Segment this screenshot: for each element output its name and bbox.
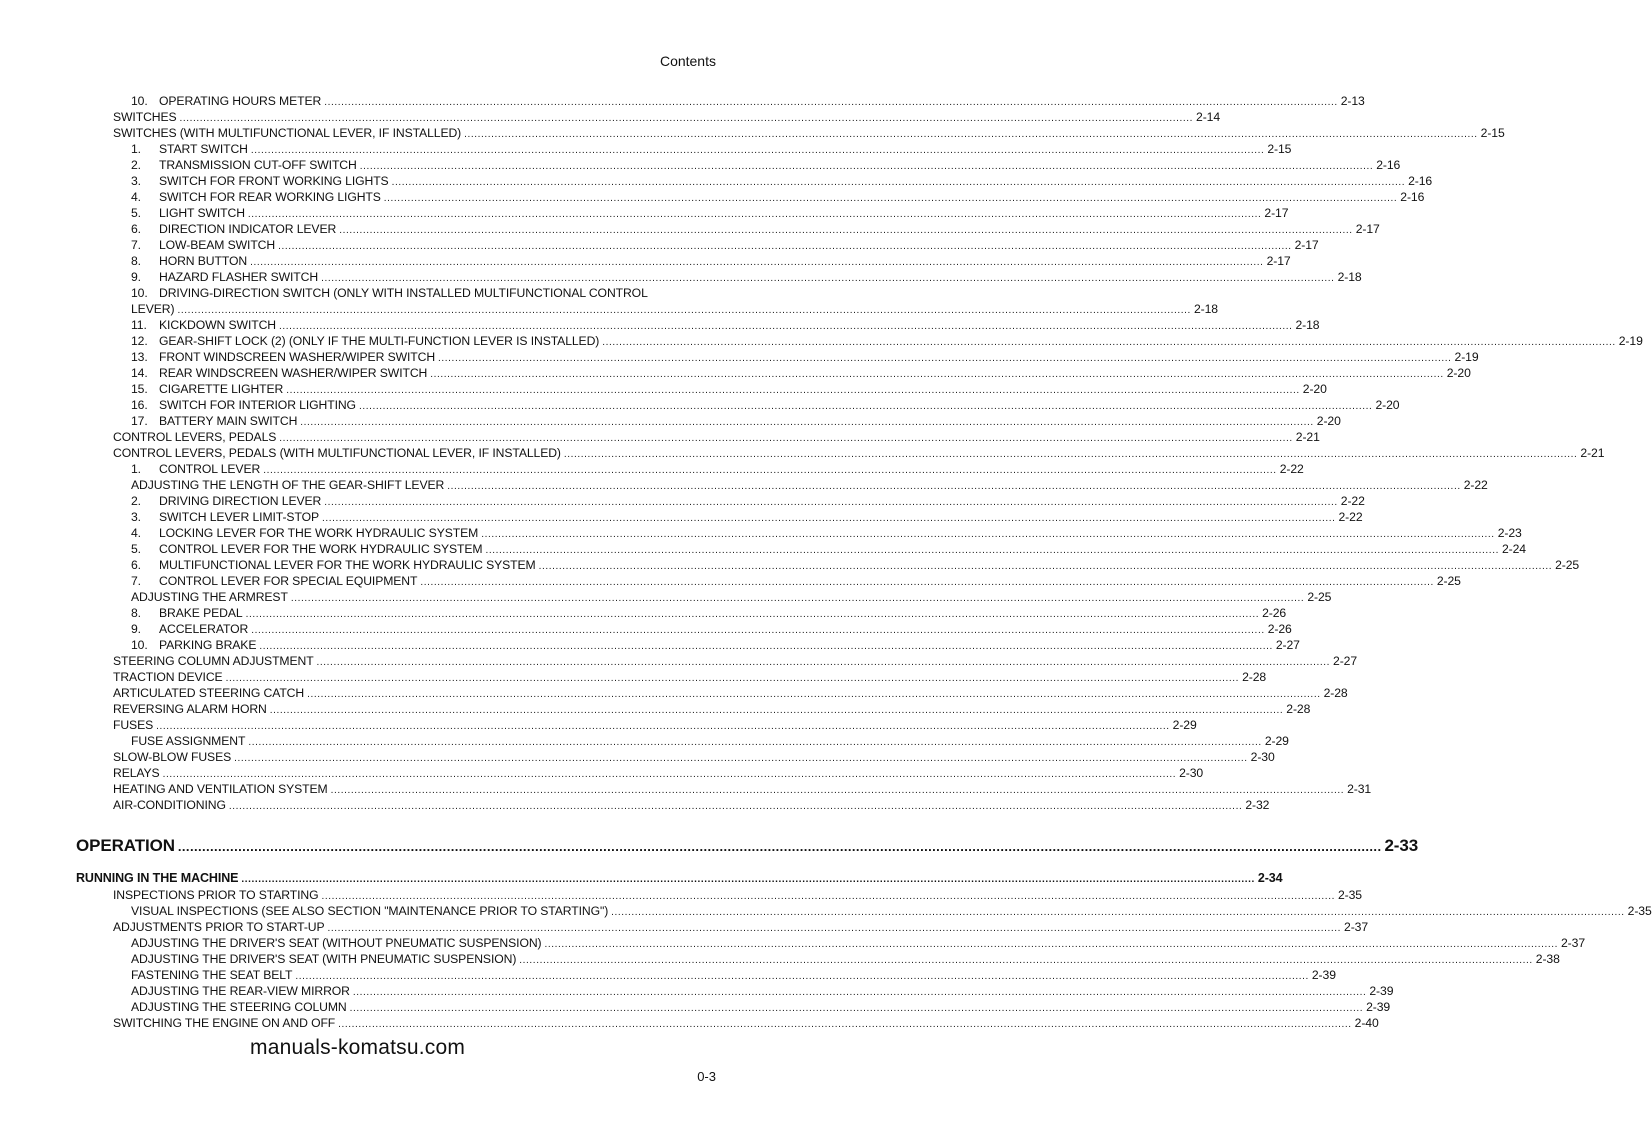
- leader-dots: ............................................................................................................................................................................................................................................................................................................: [563, 449, 1578, 460]
- leader-dots: ............................................................................................................................................................................................................................................................................................................: [383, 193, 1398, 204]
- toc-entry-title: DRIVING DIRECTION LEVER: [159, 494, 322, 508]
- toc-entry-number: 2.: [131, 494, 141, 508]
- toc-entry-page: 2-25: [1436, 574, 1461, 588]
- toc-entry[interactable]: [131, 605, 1287, 621]
- toc-entry-number: 17.: [131, 414, 148, 428]
- leader-dots: ............................................................................................................................................................................................................................................................................................................: [438, 353, 1452, 364]
- leader-dots: ............................................................................................................................................................................................................................................................................................................: [519, 955, 1533, 966]
- leader-dots: ............................................................................................................................................................................................................................................................................................................: [278, 241, 1292, 252]
- toc-entry-title: FRONT WINDSCREEN WASHER/WIPER SWITCH: [159, 350, 436, 364]
- toc-entry-page: 2-26: [1267, 622, 1292, 636]
- toc-entry-title: GEAR-SHIFT LOCK (2) (ONLY IF THE MULTI-FUNCTION LEVER IS INSTALLED): [159, 334, 600, 348]
- toc-entry-page: 2-17: [1266, 254, 1291, 268]
- toc-entry[interactable]: [131, 733, 1289, 749]
- toc-entry-title: AIR-CONDITIONING: [113, 798, 226, 812]
- toc-entry-title: SWITCH FOR FRONT WORKING LIGHTS: [159, 174, 389, 188]
- leader-dots: ............................................................................................................................................................................................................................................................................................................: [156, 721, 1170, 732]
- toc-entry-page: 2-19: [1454, 350, 1479, 364]
- toc-entry-title: BRAKE PEDAL: [159, 606, 243, 620]
- toc-entry-page: 2-22: [1340, 494, 1365, 508]
- toc-entry-title: ADJUSTMENTS PRIOR TO START-UP: [113, 920, 325, 934]
- toc-entry[interactable]: [113, 429, 1320, 445]
- toc-entry-number: 3.: [131, 510, 141, 524]
- leader-dots: ............................................................................................................................................................................................................................................................................................................: [250, 145, 1265, 156]
- toc-entry-number: 5.: [131, 206, 141, 220]
- toc-entry-title: KICKDOWN SWITCH: [159, 318, 276, 332]
- leader-dots: ............................................................................................................................................................................................................................................................................................................: [485, 545, 1499, 556]
- toc-entry-title: SWITCH FOR REAR WORKING LIGHTS: [159, 190, 381, 204]
- toc-entry-page: 2-15: [1267, 142, 1292, 156]
- toc-entry[interactable]: [131, 461, 1304, 477]
- leader-dots: ............................................................................................................................................................................................................................................................................................................: [279, 433, 1293, 444]
- toc-entry[interactable]: [113, 109, 1221, 125]
- leader-dots: ............................................................................................................................................................................................................................................................................................................: [290, 593, 1305, 604]
- leader-dots: ............................................................................................................................................................................................................................................................................................................: [286, 385, 1300, 396]
- toc-entry-number: 7.: [131, 238, 141, 252]
- toc-entry-page: 2-17: [1355, 222, 1380, 236]
- toc-entry[interactable]: [131, 397, 1400, 413]
- leader-dots: ............................................................................................................................................................................................................................................................................................................: [327, 923, 1342, 934]
- toc-entry[interactable]: [131, 301, 1218, 317]
- toc-entry-page: 2-20: [1302, 382, 1327, 396]
- toc-entry[interactable]: [131, 557, 1580, 573]
- toc-entry-page: 2-22: [1463, 478, 1488, 492]
- toc-entry-page: 2-35: [1337, 888, 1362, 902]
- toc-entry-page: 2-15: [1480, 126, 1505, 140]
- toc-entry-number: 11.: [131, 318, 147, 332]
- toc-entry-title: RUNNING IN THE MACHINE: [76, 871, 239, 885]
- toc-entry[interactable]: [131, 205, 1289, 221]
- toc-entry[interactable]: [113, 125, 1505, 141]
- toc-entry[interactable]: [131, 951, 1560, 967]
- toc-entry-title: HORN BUTTON: [159, 254, 248, 268]
- toc-entry-title: ADJUSTING THE REAR-VIEW MIRROR: [131, 984, 350, 998]
- toc-entry-page: 2-21: [1295, 430, 1320, 444]
- leader-dots: ............................................................................................................................................................................................................................................................................................................: [339, 225, 1353, 236]
- toc-entry[interactable]: [113, 717, 1197, 733]
- toc-entry[interactable]: [131, 541, 1526, 557]
- toc-entry-page: 2-22: [1338, 510, 1363, 524]
- leader-dots: ............................................................................................................................................................................................................................................................................................................: [338, 1019, 1352, 1030]
- toc-entry-title: SWITCHES: [113, 110, 177, 124]
- leader-dots: ............................................................................................................................................................................................................................................................................................................: [359, 161, 1374, 172]
- toc-entry-title: HAZARD FLASHER SWITCH: [159, 270, 319, 284]
- toc-entry-title: LOCKING LEVER FOR THE WORK HYDRAULIC SYSTEM: [159, 526, 479, 540]
- toc-entry-title: LIGHT SWITCH: [159, 206, 245, 220]
- toc-entry-title: ADJUSTING THE DRIVER'S SEAT (WITHOUT PNEUMATIC SUSPENSION): [131, 936, 542, 950]
- toc-entry[interactable]: [131, 509, 1363, 525]
- toc-entry-title: INSPECTIONS PRIOR TO STARTING: [113, 888, 319, 902]
- toc-entry[interactable]: [131, 157, 1401, 173]
- leader-dots: ............................................................................................................................................................................................................................................................................................................: [269, 705, 1284, 716]
- toc-entry-number: 9.: [131, 270, 141, 284]
- toc-entry-title: OPERATION: [76, 836, 175, 855]
- leader-dots: ............................................................................................................................................................................................................................................................................................................: [307, 689, 1321, 700]
- toc-entry[interactable]: [131, 935, 1585, 951]
- leader-dots: ............................................................................................................................................................................................................................................................................................................: [250, 257, 1264, 268]
- leader-dots: ............................................................................................................................................................................................................................................................................................................: [420, 577, 1434, 588]
- leader-dots: ............................................................................................................................................................................................................................................................................................................: [228, 801, 1243, 812]
- toc-entry-title: FUSE ASSIGNMENT: [131, 734, 246, 748]
- leader-dots: ............................................................................................................................................................................................................................................................................................................: [324, 497, 1338, 508]
- toc-entry-page: 2-35: [1627, 904, 1652, 918]
- toc-entry-title: SWITCH FOR INTERIOR LIGHTING: [159, 398, 356, 412]
- toc-entry-title: REVERSING ALARM HORN: [113, 702, 267, 716]
- toc-entry-page: 2-33: [1384, 836, 1419, 855]
- toc-entry-number: 6.: [131, 222, 141, 236]
- toc-entry-number: 10.: [131, 638, 148, 652]
- toc-entry-page: 2-28: [1323, 686, 1348, 700]
- toc-entry-title: VISUAL INSPECTIONS (SEE ALSO SECTION "MAINTENANCE PRIOR TO STARTING"): [131, 904, 609, 918]
- toc-entry-number: 4.: [131, 190, 141, 204]
- toc-entry[interactable]: [113, 765, 1204, 781]
- toc-entry-title: SWITCHES (WITH MULTIFUNCTIONAL LEVER, IF INSTALLED): [113, 126, 462, 140]
- toc-entry-page: 2-32: [1245, 798, 1270, 812]
- toc-entry-number: 10.: [131, 286, 148, 300]
- toc-entry[interactable]: [131, 413, 1341, 429]
- leader-dots: ............................................................................................................................................................................................................................................................................................................: [358, 401, 1373, 412]
- leader-dots: ............................................................................................................................................................................................................................................................................................................: [251, 625, 1265, 636]
- toc-entry-title: START SWITCH: [159, 142, 248, 156]
- toc-entry[interactable]: [131, 983, 1394, 999]
- toc-entry-page: 2-27: [1275, 638, 1300, 652]
- toc-entry[interactable]: [131, 141, 1292, 157]
- toc-entry-page: 2-19: [1618, 334, 1643, 348]
- leader-dots: ............................................................................................................................................................................................................................................................................................................: [278, 321, 1293, 332]
- leader-dots: ............................................................................................................................................................................................................................................................................................................: [316, 657, 1331, 668]
- leader-dots: ............................................................................................................................................................................................................................................................................................................: [352, 987, 1367, 998]
- toc-entry[interactable]: [131, 269, 1362, 285]
- toc-entry[interactable]: [131, 589, 1332, 605]
- leader-dots: ............................................................................................................................................................................................................................................................................................................: [611, 907, 1625, 918]
- toc-entry-page: 2-20: [1446, 366, 1471, 380]
- running-header: Contents: [659, 53, 716, 69]
- toc-entry-page: 2-17: [1294, 238, 1319, 252]
- leader-dots: ............................................................................................................................................................................................................................................................................................................: [234, 753, 1248, 764]
- toc-entry-page: 2-31: [1347, 782, 1372, 796]
- toc-entry-page: 2-18: [1295, 318, 1320, 332]
- leader-dots: ............................................................................................................................................................................................................................................................................................................: [225, 673, 1240, 684]
- toc-entry[interactable]: [131, 317, 1320, 333]
- toc-entry[interactable]: [131, 173, 1433, 189]
- toc-entry-title: MULTIFUNCTIONAL LEVER FOR THE WORK HYDRAULIC SYSTEM: [159, 558, 536, 572]
- toc-entry-page: 2-40: [1354, 1016, 1379, 1030]
- toc-entry[interactable]: [131, 903, 1652, 919]
- toc-entry[interactable]: [113, 701, 1311, 717]
- leader-dots: ............................................................................................................................................................................................................................................................................................................: [162, 769, 1177, 780]
- toc-entry-page: 2-16: [1376, 158, 1401, 172]
- toc-entry-title: ACCELERATOR: [159, 622, 249, 636]
- toc-entry-page: 2-28: [1286, 702, 1311, 716]
- toc-entry-title: CIGARETTE LIGHTER: [159, 382, 284, 396]
- toc-entry-title: SLOW-BLOW FUSES: [113, 750, 232, 764]
- toc-entry-number: 8.: [131, 254, 141, 268]
- toc-entry[interactable]: [131, 477, 1488, 493]
- toc-entry[interactable]: [131, 999, 1391, 1015]
- toc-entry[interactable]: [131, 93, 1365, 109]
- toc-entry-number: 10.: [131, 94, 148, 108]
- toc-entry-title: HEATING AND VENTILATION SYSTEM: [113, 782, 328, 796]
- toc-entry-page: 2-16: [1408, 174, 1433, 188]
- toc-entry-title: FUSES: [113, 718, 154, 732]
- toc-entry-page: 2-37: [1561, 936, 1585, 950]
- leader-dots: ............................................................................................................................................................................................................................................................................................................: [177, 839, 1382, 854]
- toc-entry[interactable]: [113, 685, 1348, 701]
- toc-entry[interactable]: [113, 797, 1270, 813]
- toc-entry-title: RELAYS: [113, 766, 160, 780]
- toc-entry-page: 2-21: [1580, 446, 1605, 460]
- toc-entry-page: 2-37: [1344, 920, 1369, 934]
- toc-entry-title: STEERING COLUMN ADJUSTMENT: [113, 654, 314, 668]
- leader-dots: ............................................................................................................................................................................................................................................................................................................: [241, 874, 1255, 885]
- toc-entry[interactable]: [113, 749, 1275, 765]
- toc-entry-page: 2-18: [1337, 270, 1362, 284]
- toc-entry[interactable]: [131, 525, 1522, 541]
- watermark: manuals-komatsu.com: [250, 1036, 466, 1059]
- toc-entry[interactable]: [113, 919, 1369, 935]
- leader-dots: ............................................................................................................................................................................................................................................................................................................: [447, 481, 1461, 492]
- leader-dots: ............................................................................................................................................................................................................................................................................................................: [391, 177, 1406, 188]
- leader-dots: ............................................................................................................................................................................................................................................................................................................: [245, 609, 1260, 620]
- toc-entry[interactable]: [131, 573, 1461, 589]
- toc-entry-page: 2-39: [1369, 984, 1394, 998]
- toc-entry-number: 14.: [131, 366, 148, 380]
- leader-dots: ............................................................................................................................................................................................................................................................................................................: [464, 129, 1478, 140]
- toc-entry-number: 9.: [131, 622, 141, 636]
- toc-entry-page: 2-27: [1333, 654, 1358, 668]
- toc-entry[interactable]: [131, 621, 1292, 637]
- leader-dots: ............................................................................................................................................................................................................................................................................................................: [538, 561, 1553, 572]
- toc-entry-page: 2-20: [1316, 414, 1341, 428]
- leader-dots: ............................................................................................................................................................................................................................................................................................................: [248, 737, 1262, 748]
- toc-entry-number: 3.: [131, 174, 141, 188]
- leader-dots: ............................................................................................................................................................................................................................................................................................................: [430, 369, 1444, 380]
- toc-entry-title: TRANSMISSION CUT-OFF SWITCH: [159, 158, 357, 172]
- toc-entry[interactable]: [113, 445, 1605, 461]
- toc-entry-title: TRACTION DEVICE: [113, 670, 223, 684]
- leader-dots: ............................................................................................................................................................................................................................................................................................................: [321, 891, 1335, 902]
- toc-entry-page: 2-25: [1307, 590, 1332, 604]
- toc-entry[interactable]: [131, 221, 1380, 237]
- toc-entry-title: SWITCHING THE ENGINE ON AND OFF: [113, 1016, 336, 1030]
- toc-entry[interactable]: [131, 365, 1471, 381]
- toc-entry-title: DRIVING-DIRECTION SWITCH (ONLY WITH INSTALLED MULTIFUNCTIONAL CONTROL: [159, 286, 648, 300]
- toc-entry-title: FASTENING THE SEAT BELT: [131, 968, 293, 982]
- toc-entry-page: 2-25: [1555, 558, 1580, 572]
- toc-entry[interactable]: [131, 253, 1291, 269]
- toc-entry-title: OPERATING HOURS METER: [159, 94, 322, 108]
- toc-entry-page: 2-22: [1279, 462, 1304, 476]
- toc-entry-number: 12.: [131, 334, 148, 348]
- leader-dots: ............................................................................................................................................................................................................................................................................................................: [349, 1003, 1364, 1014]
- toc-entry-page: 2-30: [1179, 766, 1204, 780]
- toc-entry-page: 2-23: [1497, 526, 1522, 540]
- toc-entry-page: 2-17: [1264, 206, 1289, 220]
- toc-entry[interactable]: [76, 835, 1419, 857]
- toc-entry-title: SWITCH LEVER LIMIT-STOP: [159, 510, 319, 524]
- toc-entry-title: CONTROL LEVER: [159, 462, 261, 476]
- toc-entry-page: 2-18: [1193, 302, 1218, 316]
- toc-entry[interactable]: [76, 870, 1283, 886]
- toc-entry[interactable]: [113, 669, 1267, 685]
- toc-entry-title: ADJUSTING THE ARMREST: [131, 590, 288, 604]
- toc-entry-number: 4.: [131, 526, 141, 540]
- toc-entry-title: DIRECTION INDICATOR LEVER: [159, 222, 337, 236]
- leader-dots: ............................................................................................................................................................................................................................................................................................................: [321, 273, 1335, 284]
- toc-entry-title: LEVER): [131, 302, 175, 316]
- toc-entry-title: CONTROL LEVERS, PEDALS (WITH MULTIFUNCTIONAL LEVER, IF INSTALLED): [113, 446, 561, 460]
- toc-entry-number: 5.: [131, 542, 141, 556]
- toc-entry-page: 2-13: [1340, 94, 1365, 108]
- toc-entry-number: 8.: [131, 606, 141, 620]
- leader-dots: ............................................................................................................................................................................................................................................................................................................: [295, 971, 1309, 982]
- toc-entry-page: 2-30: [1250, 750, 1275, 764]
- toc-entry-number: 15.: [131, 382, 148, 396]
- toc-entry[interactable]: [131, 637, 1300, 653]
- toc-entry-title: CONTROL LEVERS, PEDALS: [113, 430, 277, 444]
- toc-entry-number: 16.: [131, 398, 148, 412]
- leader-dots: ............................................................................................................................................................................................................................................................................................................: [324, 97, 1338, 108]
- toc-entry-page: 2-24: [1501, 542, 1526, 556]
- leader-dots: ............................................................................................................................................................................................................................................................................................................: [263, 465, 1277, 476]
- toc-entry[interactable]: [113, 653, 1358, 669]
- toc-entry[interactable]: [131, 381, 1327, 397]
- toc-entry-number: 2.: [131, 158, 141, 172]
- toc-entry[interactable]: [113, 887, 1362, 903]
- toc-entry-page: 2-39: [1366, 1000, 1391, 1014]
- leader-dots: ............................................................................................................................................................................................................................................................................................................: [247, 209, 1262, 220]
- toc-entry[interactable]: [113, 781, 1372, 797]
- toc-entry-page: 2-29: [1172, 718, 1197, 732]
- toc-entry[interactable]: [131, 493, 1365, 509]
- toc-entry-page: 2-16: [1400, 190, 1425, 204]
- leader-dots: ............................................................................................................................................................................................................................................................................................................: [481, 529, 1495, 540]
- leader-dots: ............................................................................................................................................................................................................................................................................................................: [259, 641, 1273, 652]
- leader-dots: ............................................................................................................................................................................................................................................................................................................: [544, 939, 1558, 950]
- toc-entry-page: 2-39: [1311, 968, 1336, 982]
- toc-entry-page: 2-34: [1257, 871, 1283, 885]
- toc-entry[interactable]: [113, 1015, 1379, 1031]
- toc-entry-title: ADJUSTING THE DRIVER'S SEAT (WITH PNEUMATIC SUSPENSION): [131, 952, 517, 966]
- toc-entry-title: CONTROL LEVER FOR THE WORK HYDRAULIC SYSTEM: [159, 542, 483, 556]
- leader-dots: ............................................................................................................................................................................................................................................................................................................: [177, 305, 1191, 316]
- leader-dots: ............................................................................................................................................................................................................................................................................................................: [322, 513, 1336, 524]
- toc-entry-page: 2-28: [1242, 670, 1267, 684]
- toc-entry-title: ARTICULATED STEERING CATCH: [113, 686, 305, 700]
- toc-entry-title: ADJUSTING THE LENGTH OF THE GEAR-SHIFT LEVER: [131, 478, 445, 492]
- toc-entry[interactable]: [131, 189, 1425, 205]
- toc-entry-page: 2-29: [1264, 734, 1289, 748]
- toc-entry-number: 7.: [131, 574, 141, 588]
- toc-entry[interactable]: [131, 237, 1319, 253]
- toc-entry-page: 2-38: [1535, 952, 1560, 966]
- toc-entry[interactable]: [131, 967, 1336, 983]
- toc-entry-page: 2-20: [1375, 398, 1400, 412]
- toc-entry-title: REAR WINDSCREEN WASHER/WIPER SWITCH: [159, 366, 428, 380]
- toc-entry[interactable]: [131, 333, 1643, 349]
- toc-entry-title: LOW-BEAM SWITCH: [159, 238, 276, 252]
- leader-dots: ............................................................................................................................................................................................................................................................................................................: [602, 337, 1616, 348]
- toc-entry[interactable]: [131, 285, 717, 301]
- toc-entry-number: 6.: [131, 558, 141, 572]
- toc-entry-number: 1.: [131, 462, 141, 476]
- toc-entry-title: ADJUSTING THE STEERING COLUMN: [131, 1000, 347, 1014]
- toc-entry-page: 2-14: [1196, 110, 1221, 124]
- toc-entry-title: PARKING BRAKE: [159, 638, 257, 652]
- toc-entry-title: BATTERY MAIN SWITCH: [159, 414, 298, 428]
- toc-entry-title: CONTROL LEVER FOR SPECIAL EQUIPMENT: [159, 574, 418, 588]
- toc-entry-page: 2-26: [1262, 606, 1287, 620]
- toc-entry-number: 1.: [131, 142, 141, 156]
- toc-entry[interactable]: [131, 349, 1479, 365]
- toc-entry-number: 13.: [131, 350, 148, 364]
- page-number: 0-3: [697, 1069, 716, 1084]
- leader-dots: ............................................................................................................................................................................................................................................................................................................: [330, 785, 1345, 796]
- leader-dots: ............................................................................................................................................................................................................................................................................................................: [300, 417, 1314, 428]
- leader-dots: ............................................................................................................................................................................................................................................................................................................: [179, 113, 1194, 124]
